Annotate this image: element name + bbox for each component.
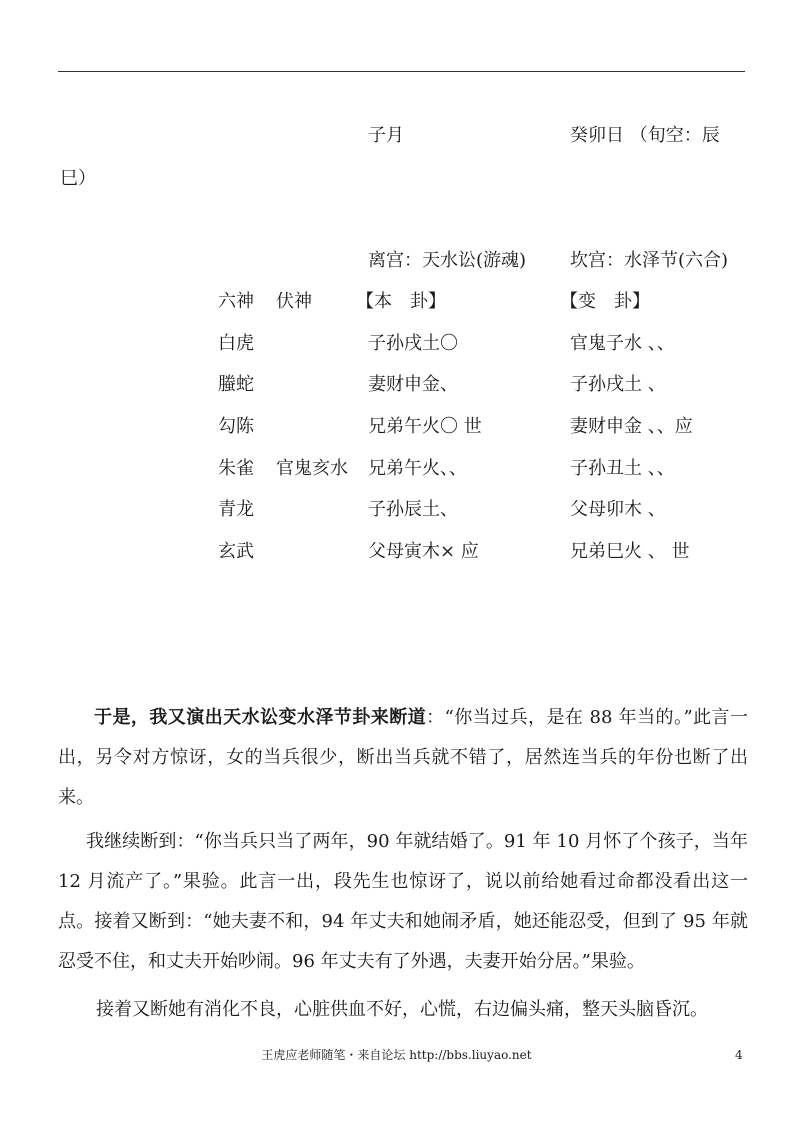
row-changed-line: 官鬼子水 、、 (570, 333, 675, 354)
changed-hexagram-title: 坎宫：水泽节(六合) (570, 250, 729, 271)
day-label-continued: 巳） (60, 168, 96, 189)
main-hexagram-title: 离宫：天水讼(游魂) (368, 250, 527, 271)
row-god: 白虎 (218, 333, 254, 354)
row-main-line: 子孙辰土、 (368, 499, 458, 520)
row-god: 青龙 (218, 499, 254, 520)
day-label: 癸卯日 （旬空：辰 (570, 125, 720, 146)
row-main-line: 父母寅木× 应 (368, 541, 479, 562)
paragraph-3: 接着又断她有消化不良，心脏供血不好，心慌，右边偏头痛，整天头脑昏沉。 (96, 999, 708, 1020)
row-changed-line: 妻财申金 、、应 (570, 416, 693, 437)
row-god: 朱雀 (218, 458, 254, 479)
row-god: 螣蛇 (218, 374, 254, 395)
row-changed-line: 子孙戌土 、 (570, 374, 666, 395)
row-main-line: 兄弟午火、、 (368, 458, 467, 479)
col-header-fushen: 伏神 (276, 291, 312, 312)
row-main-line: 妻财申金、 (368, 374, 458, 395)
paragraph-1-text: ：“你当过兵，是在 88 年当的。”此言一出，另令对方惊讶，女的当兵很少，断出当兵就不错了，居然连当兵的年份也断了出来。 (58, 707, 748, 808)
page-footer: 王虎应老师随笔・来自论坛 http://bbs.liuyao.net (261, 1048, 532, 1062)
row-god: 勾陈 (218, 416, 254, 437)
col-header-main: 【本 卦】 (356, 291, 446, 312)
paragraph-1-lead: 于是，我又演出天水讼变水泽节卦来断道 (94, 707, 427, 728)
row-changed-line: 兄弟巳火 、 世 (570, 541, 690, 562)
col-header-liushen: 六神 (218, 291, 254, 312)
row-changed-line: 父母卯木 、 (570, 499, 666, 520)
row-main-line: 子孙戌土〇 (368, 333, 458, 354)
paragraph-1 (58, 698, 748, 818)
row-god: 玄武 (218, 541, 254, 562)
col-header-changed: 【变 卦】 (560, 291, 650, 312)
row-changed-line: 子孙丑土 、、 (570, 458, 675, 479)
row-fushen: 官鬼亥水 (276, 458, 348, 479)
page-number: 4 (735, 1048, 743, 1062)
paragraph-2: 我继续断到：“你当兵只当了两年，90 年就结婚了。91 年 10 月怀了个孩子，当年 12 月流产了。”果验。此言一出，段先生也惊讶了，说以前给她看过命都没看出这一点。接着又断到：“她夫妻不和，94 年丈夫和她闹矛盾，她还能忍受，但到了 95 年就忍受不住，和丈夫开始吵闹。96 年丈夫有了外遇，夫妻开始分居。”果验。 (58, 831, 748, 972)
row-main-line: 兄弟午火〇 世 (368, 416, 482, 437)
month-label: 子月 (368, 125, 404, 146)
header-rule (58, 71, 745, 72)
